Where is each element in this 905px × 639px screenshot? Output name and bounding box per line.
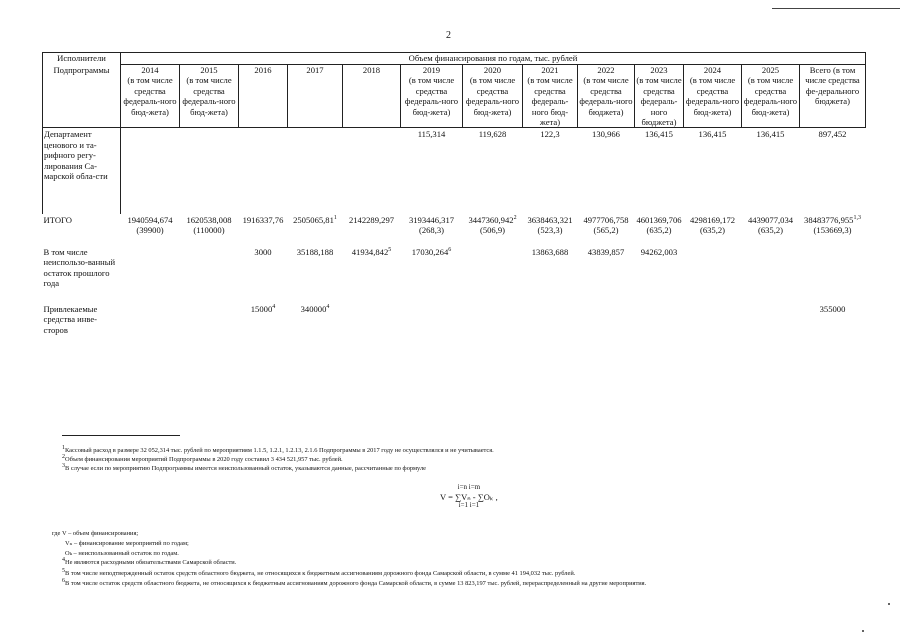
total-cell [800,303,866,353]
scan-speck [888,603,890,605]
cell-federal-share: (523,3) [537,225,563,236]
cell-value: 897,452 [818,129,847,140]
table-cell [463,303,523,353]
year-note: (в том числе средства федераль-ного бюджета) [579,75,633,117]
cell-value: 1940594,674 [127,214,173,225]
cell-value: 15000 [250,303,273,314]
table-row [43,128,866,214]
table-cell [343,214,401,246]
year-note: (в том числе средства федераль-ного бюд-жета) [527,75,573,128]
table-cell [684,214,742,246]
formula-top-limits: i=n i=m [457,483,481,491]
year-label: 2018 [362,65,381,75]
year-label: 2021 [541,65,559,75]
year-header-2024 [684,65,742,128]
where-line-3: Oₖ – неиспользованный остаток по годам. [65,550,179,557]
footnote [62,462,426,473]
year-note: (в том числе средства федераль-ного бюджета) [636,75,682,128]
table-cell [180,246,239,303]
table-cell [121,246,180,303]
cell-value: 13863,688 [531,246,569,257]
cell-value: 136,415 [698,129,727,140]
footnote [62,453,343,464]
year-header-2023 [635,65,684,128]
header-subprograms: Подпрограммы [43,65,121,128]
year-label: 2020 [483,65,502,75]
cell-federal-share: (506,9) [479,225,506,236]
cell-value: 355000 [819,303,846,314]
footnote-text: В том числе неподтвержденный остаток средств областного бюджета, не относящихся к бюджетным ассигнованиям дорожного фонда Самарской области, в сумме 41 194,032 тыс. рублей. [65,570,576,577]
table-cell [288,128,343,214]
table-cell [343,128,401,214]
year-header-2022 [578,65,635,128]
table-cell [463,128,523,214]
year-header-2015 [180,65,239,128]
cell-value: 4601369,706 [636,214,682,225]
footnote-ref: 6 [448,247,452,254]
table-cell [635,214,684,246]
footnote-number: 1 [62,444,65,451]
year-header-2017 [288,65,343,128]
cell-federal-share: (110000) [193,225,225,236]
table-cell [239,214,288,246]
cell-value: 115,314 [417,129,446,140]
cell-value: 38483776,955 [804,214,854,225]
table-cell [288,303,343,353]
cell-federal-share: (635,2) [646,225,672,236]
financing-table [42,52,866,353]
total-cell [800,128,866,214]
table-cell [742,246,800,303]
table-cell [523,246,578,303]
cell-value: 41934,842 [351,246,389,257]
year-header-2021 [523,65,578,128]
table-cell [523,303,578,353]
year-label: 2017 [306,65,324,75]
cell-value: 3000 [254,246,272,257]
footnote-text: Не являются расходными обязательствами Самарской области. [65,559,237,566]
table-cell [401,303,463,353]
cell-federal-share: (39900) [136,225,164,236]
table-cell [635,246,684,303]
cell-value: 94262,003 [640,246,678,257]
footnote-number: 4 [62,556,65,563]
cell-value: 3447360,942 [468,214,514,225]
footnote-text: В случае если по мероприятию Подпрограммы имеется неиспользованный остаток, указываются данные, рассчитанные по формуле [65,465,426,472]
table-cell [523,128,578,214]
table-cell [180,303,239,353]
formula-main: V = ∑Vₙ - ∑Oₖ , [440,491,498,502]
footnote-ref: 1,3 [853,215,861,222]
table-cell [578,303,635,353]
footnote-text: Объем финансирования мероприятий Подпрограммы в 2020 году составил 3 434 521,957 тыс. рублей. [65,456,343,463]
total-header: Всего (в том числе средства фе-дерального бюджета) [800,65,866,128]
table-cell [463,214,523,246]
table-body [43,128,866,353]
table-cell [742,303,800,353]
year-label: 2023 [650,65,668,75]
table-cell [742,128,800,214]
cell-federal-share: (565,2) [593,225,619,236]
footnote-text: Кассовый расход в размере 32 052,314 тыс. рублей по мероприятиям 1.1.5, 1.2.1, 1.2.13, 2.1.6 Подпрограммы в 2017 году не осуществлялся и не учитывается. [65,447,494,454]
cell-federal-share: (268,3) [418,225,445,236]
table-cell [180,214,239,246]
footnote-separator [62,435,180,436]
year-note: (в том числе средства федераль-ного бюд-жета) [465,75,520,117]
year-label: 2024 [703,65,722,75]
table-cell [288,246,343,303]
year-label: 2019 [422,65,441,75]
footnote-text: В том числе остаток средств областного бюджета, не относящихся к бюджетным ассигнованиям дорожного фонда Самарской области, в сумме 13 823,197 тыс. рублей, перераспределенный на другие мероприятия. [65,580,647,587]
total-cell [800,214,866,246]
year-header-row [43,65,866,128]
footnote-ref: 1 [333,215,337,222]
footnote [62,556,237,567]
top-rule [772,8,900,9]
year-label: 2014 [141,65,159,75]
table-cell [239,128,288,214]
cell-value: 119,628 [478,129,507,140]
table-cell [121,303,180,353]
table-cell [121,128,180,214]
year-note: (в том числе средства федераль-ного бюд-жета) [685,75,740,117]
table-cell [180,128,239,214]
cell-value: 2142289,297 [348,214,395,225]
row-label: Департамент ценового и та-рифного регу-лирования Са-марской обла-сти [43,128,121,214]
cell-federal-share: (153669,3) [813,225,852,236]
year-note: (в том числе средства федераль-ного бюд-жета) [182,75,236,117]
cell-federal-share: (635,2) [757,225,784,236]
year-header-2025 [742,65,800,128]
footnote-number: 5 [62,567,65,574]
where-line-1: где V – объем финансирования; [52,530,139,537]
cell-value: 43839,857 [587,246,625,257]
year-header-2019 [401,65,463,128]
footnote-ref: 5 [388,247,392,254]
table-cell [463,246,523,303]
cell-value: 130,966 [592,129,620,140]
cell-value: 4298169,172 [689,214,736,225]
year-label: 2016 [254,65,272,75]
cell-value: 340000 [300,303,327,314]
cell-value: 4439077,034 [747,214,794,225]
table-row [43,303,866,353]
footnote-ref: 4 [272,304,276,311]
year-header-2020 [463,65,523,128]
cell-value: 1916337,76 [242,214,284,225]
cell-value: 2505065,81 [293,214,334,225]
total-cell [800,246,866,303]
footnote [62,567,576,578]
footnote-number: 3 [62,462,65,469]
table-cell [239,303,288,353]
cell-value: 35188,188 [296,246,334,257]
table-cell [578,128,635,214]
where-line-2: Vₙ – финансирование мероприятий по годам; [65,540,189,547]
table-cell [401,128,463,214]
year-note: (в том числе средства федераль-ного бюд-жета) [123,75,177,117]
row-label: ИТОГО [43,214,73,225]
table-cell [401,246,463,303]
table-cell [684,128,742,214]
table-cell [684,303,742,353]
year-header-2014 [121,65,180,128]
footnote-ref: 2 [513,215,517,222]
cell-value: 1620538,008 [186,214,232,225]
footnote-number: 2 [62,453,65,460]
table-cell [401,214,463,246]
table-cell [523,214,578,246]
year-label: 2022 [597,65,615,75]
year-label: 2015 [200,65,218,75]
table-cell [343,303,401,353]
table-row [43,214,866,246]
table-cell [343,246,401,303]
row-label: В том числе неиспользо-ванный остаток прошлого года [43,246,116,289]
footnote-ref: 4 [326,304,330,311]
row-label: Привлекаемые средства инве-сторов [43,303,98,335]
table-cell [578,246,635,303]
header-executors: Исполнители [43,53,121,65]
year-header-2018 [343,65,401,128]
table-cell [635,128,684,214]
year-note: (в том числе средства федераль-ного бюд-жета) [404,75,459,117]
table-cell [578,214,635,246]
table-cell [239,246,288,303]
table-cell [742,214,800,246]
page-number: 2 [446,30,451,41]
cell-value: 3638463,321 [527,214,573,225]
cell-value: 136,415 [645,129,673,140]
cell-value: 3193446,317 [408,214,455,225]
table-cell [121,214,180,246]
formula-bottom-limits: i=1 i=1 [458,500,480,509]
year-header-2016 [239,65,288,128]
year-label: 2025 [761,65,780,75]
footnote [62,577,647,588]
footnote-number: 6 [62,577,65,584]
cell-value: 17030,264 [411,246,449,257]
cell-federal-share: (635,2) [699,225,726,236]
footnote [62,444,494,455]
scan-speck [862,630,864,632]
table-cell [684,246,742,303]
formula [440,484,498,509]
cell-value: 4977706,758 [583,214,629,225]
table-cell [288,214,343,246]
header-financing-group: Объем финансирования по годам, тыс. рублей [121,53,866,65]
year-note: (в том числе средства федераль-ного бюд-жета) [743,75,798,117]
table-cell [635,303,684,353]
cell-value: 136,415 [756,129,785,140]
cell-value: 122,3 [540,129,560,140]
table-row [43,246,866,303]
